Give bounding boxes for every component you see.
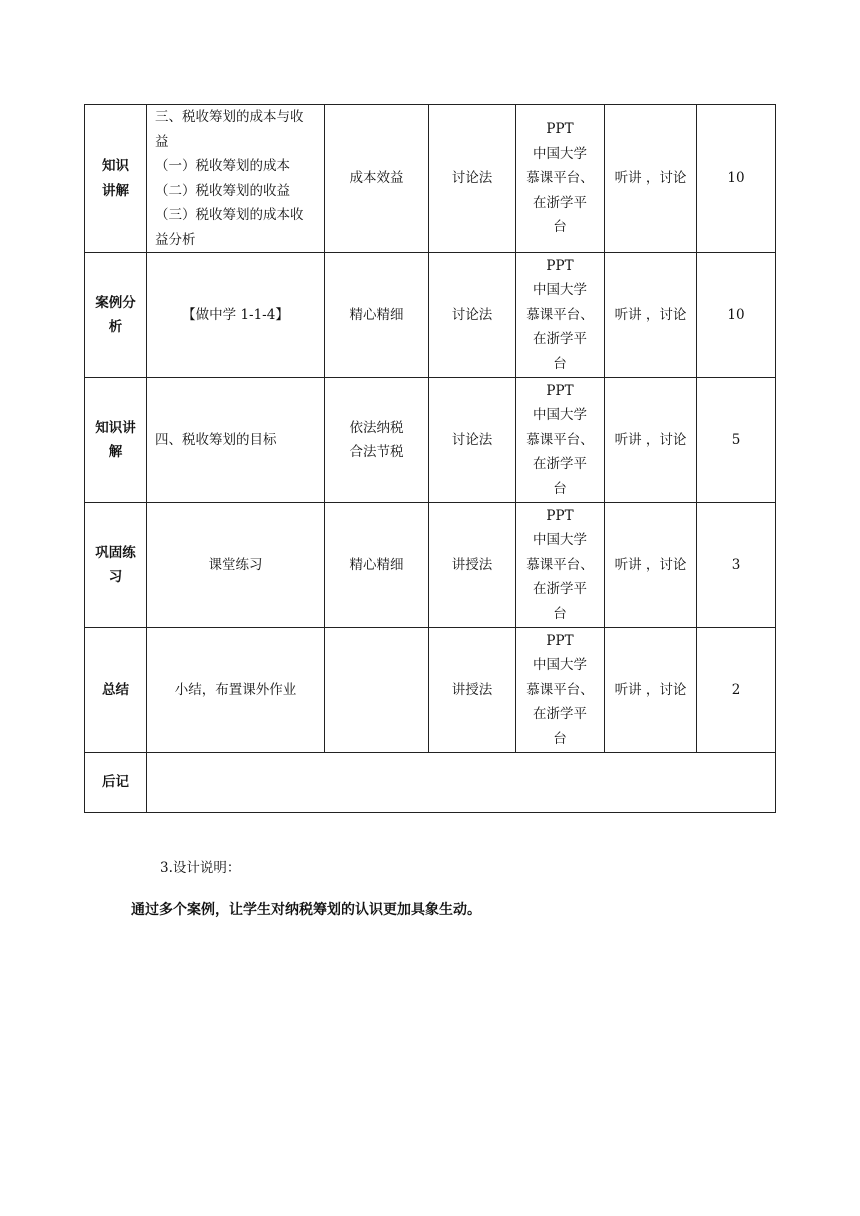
means-text: 慕课平台、 <box>526 306 594 323</box>
means-cell <box>516 378 605 503</box>
stage-text: 总结 <box>102 681 129 698</box>
emphasis-cell <box>325 503 429 628</box>
content-text: 益 <box>155 133 169 150</box>
content-text: 益分析 <box>155 231 196 248</box>
activity-cell: 听讲 ，讨论 <box>605 503 697 628</box>
lesson-plan-table <box>84 104 776 813</box>
content-text: 四、税收筹划的目标 <box>155 431 277 448</box>
content-text: 【做中学 1-1-4】 <box>182 306 289 323</box>
emphasis-text: 合法节税 <box>349 444 404 460</box>
stage-text: 巩固练 <box>95 544 136 561</box>
content-text: （一）税收筹划的成本 <box>155 158 290 174</box>
minutes-cell: 3 <box>697 503 776 628</box>
method-cell: 讨论法 <box>429 378 516 503</box>
table-row <box>85 253 776 378</box>
means-text: 慕课平台、 <box>526 681 594 698</box>
method-cell: 讨论法 <box>429 253 516 378</box>
minutes-cell: 10 <box>697 105 776 253</box>
method-cell: 讲授法 <box>429 503 516 628</box>
content-text: （二）税收筹划的收益 <box>155 182 290 199</box>
postscript-label: 后记 <box>85 753 147 813</box>
method-cell: 讨论法 <box>429 105 516 253</box>
means-text: 慕课平台、 <box>526 170 594 187</box>
means-text: PPT <box>546 507 574 524</box>
stage-cell <box>85 253 147 378</box>
means-text: 中国大学 <box>533 532 587 549</box>
emphasis-text: 依法纳税 <box>349 419 404 436</box>
table-row <box>85 628 776 753</box>
stage-text: 知识 <box>102 158 129 174</box>
means-text: PPT <box>546 382 574 399</box>
minutes-cell: 2 <box>697 628 776 753</box>
content-cell <box>147 628 325 753</box>
design-note-text: 通过多个案例，让学生对纳税筹划的认识更加具象生动。 <box>131 902 481 918</box>
means-cell <box>516 628 605 753</box>
table-row <box>85 105 776 253</box>
minutes-cell: 5 <box>697 378 776 503</box>
emphasis-text: 成本效益 <box>349 170 404 187</box>
content-text: 课堂练习 <box>208 556 263 573</box>
means-text: 在浙学平 <box>533 706 587 723</box>
method-cell: 讲授法 <box>429 628 516 753</box>
means-text: 中国大学 <box>533 407 587 424</box>
means-text: 台 <box>553 219 567 236</box>
means-text: 慕课平台、 <box>526 431 594 448</box>
means-text: 台 <box>553 730 567 747</box>
means-text: 在浙学平 <box>533 194 587 211</box>
means-text: PPT <box>546 257 574 274</box>
emphasis-cell <box>325 253 429 378</box>
postscript-row <box>85 753 776 813</box>
means-cell <box>516 503 605 628</box>
content-cell <box>147 253 325 378</box>
emphasis-text: 精心精细 <box>349 556 404 573</box>
emphasis-cell <box>325 628 429 753</box>
means-text: 中国大学 <box>533 282 587 299</box>
activity-cell: 听讲 ，讨论 <box>605 105 697 253</box>
activity-cell: 听讲 ，讨论 <box>605 378 697 503</box>
stage-cell <box>85 503 147 628</box>
content-cell <box>147 105 325 253</box>
means-cell <box>516 253 605 378</box>
content-text: 小结，布置课外作业 <box>174 681 297 698</box>
table-row <box>85 503 776 628</box>
means-text: 在浙学平 <box>533 331 587 348</box>
means-text: 台 <box>553 605 567 622</box>
means-text: PPT <box>546 121 574 138</box>
stage-text: 解 <box>108 444 123 460</box>
postscript-text <box>147 753 776 813</box>
means-text: 在浙学平 <box>533 456 587 473</box>
minutes-cell: 10 <box>697 253 776 378</box>
means-text: 台 <box>553 355 567 372</box>
means-text: 中国大学 <box>533 145 587 162</box>
stage-cell <box>85 378 147 503</box>
content-text: 三、税收筹划的成本与收 <box>155 109 304 125</box>
design-note-label: 3.设计说明： <box>160 860 241 876</box>
stage-cell <box>85 105 147 253</box>
stage-text: 知识讲 <box>95 419 136 436</box>
means-text: 在浙学平 <box>533 581 587 598</box>
content-cell <box>147 378 325 503</box>
means-text: 台 <box>553 480 567 497</box>
emphasis-text: 精心精细 <box>349 306 404 323</box>
stage-cell <box>85 628 147 753</box>
table-row <box>85 378 776 503</box>
stage-text: 析 <box>108 319 123 335</box>
emphasis-cell <box>325 105 429 253</box>
activity-cell: 听讲 ，讨论 <box>605 253 697 378</box>
means-text: PPT <box>546 632 574 649</box>
content-text: （三）税收筹划的成本收 <box>155 207 304 223</box>
means-text: 慕课平台、 <box>526 556 594 573</box>
emphasis-cell <box>325 378 429 503</box>
content-cell <box>147 503 325 628</box>
means-text: 中国大学 <box>533 657 587 674</box>
stage-text: 案例分 <box>95 294 136 311</box>
stage-text: 习 <box>108 569 123 585</box>
means-cell <box>516 105 605 253</box>
stage-text: 讲解 <box>102 182 129 199</box>
activity-cell: 听讲 ，讨论 <box>605 628 697 753</box>
